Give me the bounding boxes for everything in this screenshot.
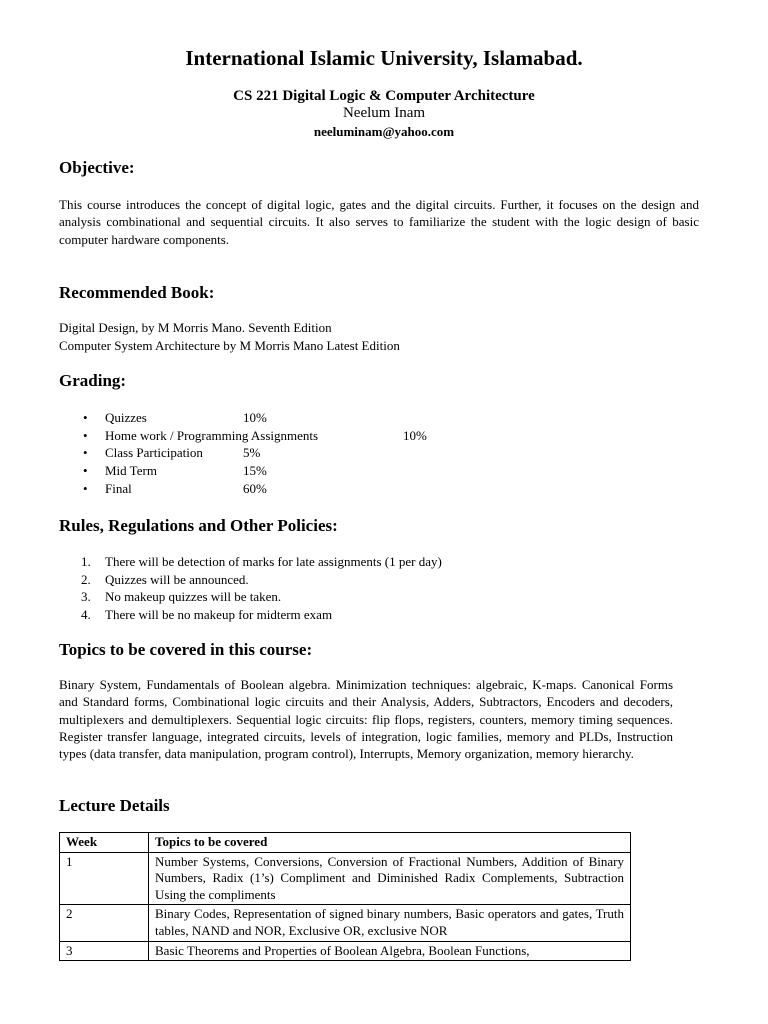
lectures-heading: Lecture Details <box>59 796 170 815</box>
grading-list <box>59 409 479 497</box>
university-title: International Islamic University, Islamabad. <box>185 46 583 70</box>
book-item: Computer System Architecture by M Morris Mano Latest Edition <box>59 338 400 353</box>
grading-item <box>59 480 479 498</box>
grading-item-value: 10% <box>243 410 267 425</box>
rule-item <box>59 553 559 571</box>
bullet-icon: • <box>83 410 88 425</box>
week-cell: 1 <box>60 852 149 905</box>
grading-item-value: 15% <box>243 463 267 479</box>
lecture-table <box>59 832 631 961</box>
grading-item-value: 60% <box>243 480 267 496</box>
topics-cell: Basic Theorems and Properties of Boolean Algebra, Boolean Functions, <box>149 941 631 961</box>
bullet-icon: • <box>83 445 88 461</box>
week-cell: 3 <box>60 941 149 961</box>
rule-text: There will be no makeup for midterm exam <box>105 607 333 623</box>
rule-item <box>59 571 559 589</box>
grading-item-label: Quizzes <box>105 410 147 425</box>
table-header-row <box>60 833 631 853</box>
rules-heading: Rules, Regulations and Other Policies: <box>59 516 338 535</box>
instructor-email: neeluminam@yahoo.com <box>313 124 455 139</box>
objective-heading: Objective: <box>59 158 135 177</box>
objective-text: This course introduces the concept of digital logic, gates and the digital circuits. Further, it focuses on the design and analysis combinational and sequential circuits. It also serves to familiarize the student with the logic design of basic computer hardware components. <box>59 197 699 247</box>
grading-item-label: Home work / Programming Assignments <box>105 427 319 443</box>
course-title: CS 221 Digital Logic & Computer Architecture <box>233 88 535 104</box>
rules-list <box>59 553 559 624</box>
column-header-topics: Topics to be covered <box>149 833 631 853</box>
rule-text: Quizzes will be announced. <box>105 571 249 587</box>
rule-text: There will be detection of marks for late assignments (1 per day) <box>105 554 442 569</box>
rule-number: 2. <box>81 571 91 587</box>
topics-cell: Binary Codes, Representation of signed binary numbers, Basic operators and gates, Truth tables, NAND and NOR, Exclusive OR, exclusive NOR <box>149 905 631 941</box>
table-row <box>60 941 631 961</box>
grading-item-label: Class Participation <box>105 445 203 461</box>
bullet-icon: • <box>83 480 88 496</box>
books-heading: Recommended Book: <box>59 283 215 302</box>
bullet-icon: • <box>83 463 88 479</box>
grading-item <box>59 462 479 480</box>
grading-item-value: 5% <box>243 445 261 461</box>
column-header-week: Week <box>60 833 149 853</box>
grading-item <box>59 427 479 445</box>
rule-number: 4. <box>81 607 91 623</box>
rule-number: 1. <box>81 554 91 569</box>
bullet-icon: • <box>83 427 88 443</box>
grading-item-label: Mid Term <box>105 463 157 479</box>
table-row <box>60 852 631 905</box>
rule-text: No makeup quizzes will be taken. <box>105 589 282 605</box>
topics-heading: Topics to be covered in this course: <box>59 640 313 659</box>
topics-text: Binary System, Fundamentals of Boolean algebra. Minimization techniques: algebraic, K-maps. Canonical Forms and Standard forms, Combinational logic circuits and their Analysis, Adders, Subtractors, Encoders and decoders, multiplexers and demultiplexers. Sequential logic circuits: flip flops, registers, counters, memory timing sequences. Register transfer language, integrated circuits, levels of integration, logic families, memory and PLDs, Instruction types (data transfer, data manipulation, program control), Interrupts, Memory organization, memory hierarchy. <box>59 677 673 762</box>
rule-item <box>59 588 559 606</box>
instructor-name: Neelum Inam <box>342 105 426 121</box>
book-item: Digital Design, by M Morris Mano. Seventh Edition <box>59 320 332 335</box>
grading-item-label: Final <box>105 480 132 496</box>
week-cell: 2 <box>60 905 149 941</box>
topics-cell: Number Systems, Conversions, Conversion of Fractional Numbers, Addition of Binary Numbers, Radix (1’s) Compliment and Diminished Radix Complements, Subtraction Using the compliments <box>149 852 631 905</box>
rule-item <box>59 606 559 624</box>
grading-heading: Grading: <box>59 371 127 390</box>
grading-item <box>59 444 479 462</box>
table-row <box>60 905 631 941</box>
rule-number: 3. <box>81 589 91 605</box>
grading-item-value: 10% <box>403 427 427 443</box>
grading-item <box>59 409 479 427</box>
